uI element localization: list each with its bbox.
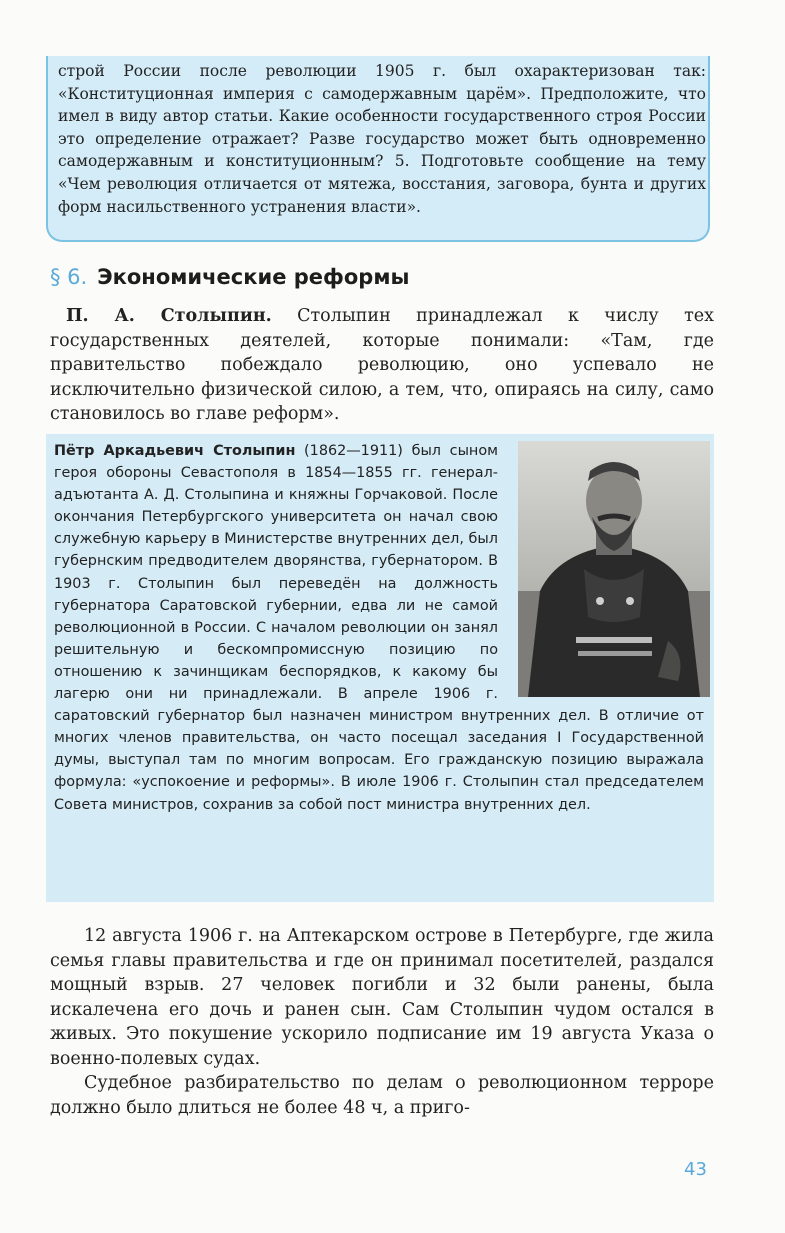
question-box-text: строй России после революции 1905 г. был охарактеризован так: «Конституционная империя с самодержавным царём». Предположите, что имел в виду автор статьи. Какие особенности государственного строя России это определение отражает? Разве государство может быть одновременно самодержавным и конституционным? 5. Подготовьте сообщение на тему «Чем революция отличается от мятежа, восстания, заговора, бунта и других форм насильственного устранения власти». [58, 62, 706, 216]
question-box [46, 56, 710, 242]
biography-name: Пётр Аркадьевич Столыпин [54, 443, 296, 459]
section-number: § 6. [50, 265, 88, 289]
intro-text: Столыпин принадлежал к числу тех государственных деятелей, которые понимали: «Там, где правительство побеждало революцию, оно успевало не исключительно физической силою, а тем, что, опираясь на силу, само становилось во главе реформ». [50, 306, 714, 424]
section-heading [50, 265, 409, 289]
main-text [50, 924, 714, 1120]
page-number: 43 [684, 1159, 707, 1180]
stolypin-portrait [518, 441, 710, 697]
paragraph: 12 августа 1906 г. на Аптекарском острове в Петербурге, где жила семья главы правительства и где он принимал посетителей, раздался мощный взрыв. 27 человек погибли и 32 были ранены, была искалечена его дочь и ранен сын. Сам Столыпин чудом остался в живых. Это покушение ускорило подписание им 19 августа Указа о военно-полевых судах. [50, 926, 714, 1069]
biography-body: (1862—1911) был сыном героя обороны Севастополя в 1854—1855 гг. генерал-адъютанта А. Д. Столыпина и княжны Горчаковой. После окончания Петербургского университета он начал свою служебную карьеру в Министерстве внутренних дел, был губернским предводителем дворянства, губернатором. В 1903 г. Столыпин был переведён на должность губернатора Саратовской губернии, едва ли не самой революционной в России. С началом революции он занял решительную и бескомпромиссную позицию по отношению к зачинщикам беспорядков, к какому бы лагерю они ни принадлежали. В апреле 1906 г. саратовский губернатор был назначен министром внутренних дел. В отличие от многих членов правительства, он часто посещал заседания I Государственной думы, выступал там по многим вопросам. Его гражданскую позицию выражала формула: «успокоение и реформы». В июле 1906 г. Столыпин стал председателем Совета министров, сохранив за собой пост министра внутренних дел. [54, 443, 704, 813]
paragraph: Судебное разбирательство по делам о революционном терроре должно было длиться не более 48 ч, а приго- [50, 1073, 714, 1118]
intro-lead: П. А. Столыпин. [66, 306, 272, 326]
intro-paragraph [50, 304, 714, 427]
section-title: Экономические реформы [97, 265, 410, 289]
